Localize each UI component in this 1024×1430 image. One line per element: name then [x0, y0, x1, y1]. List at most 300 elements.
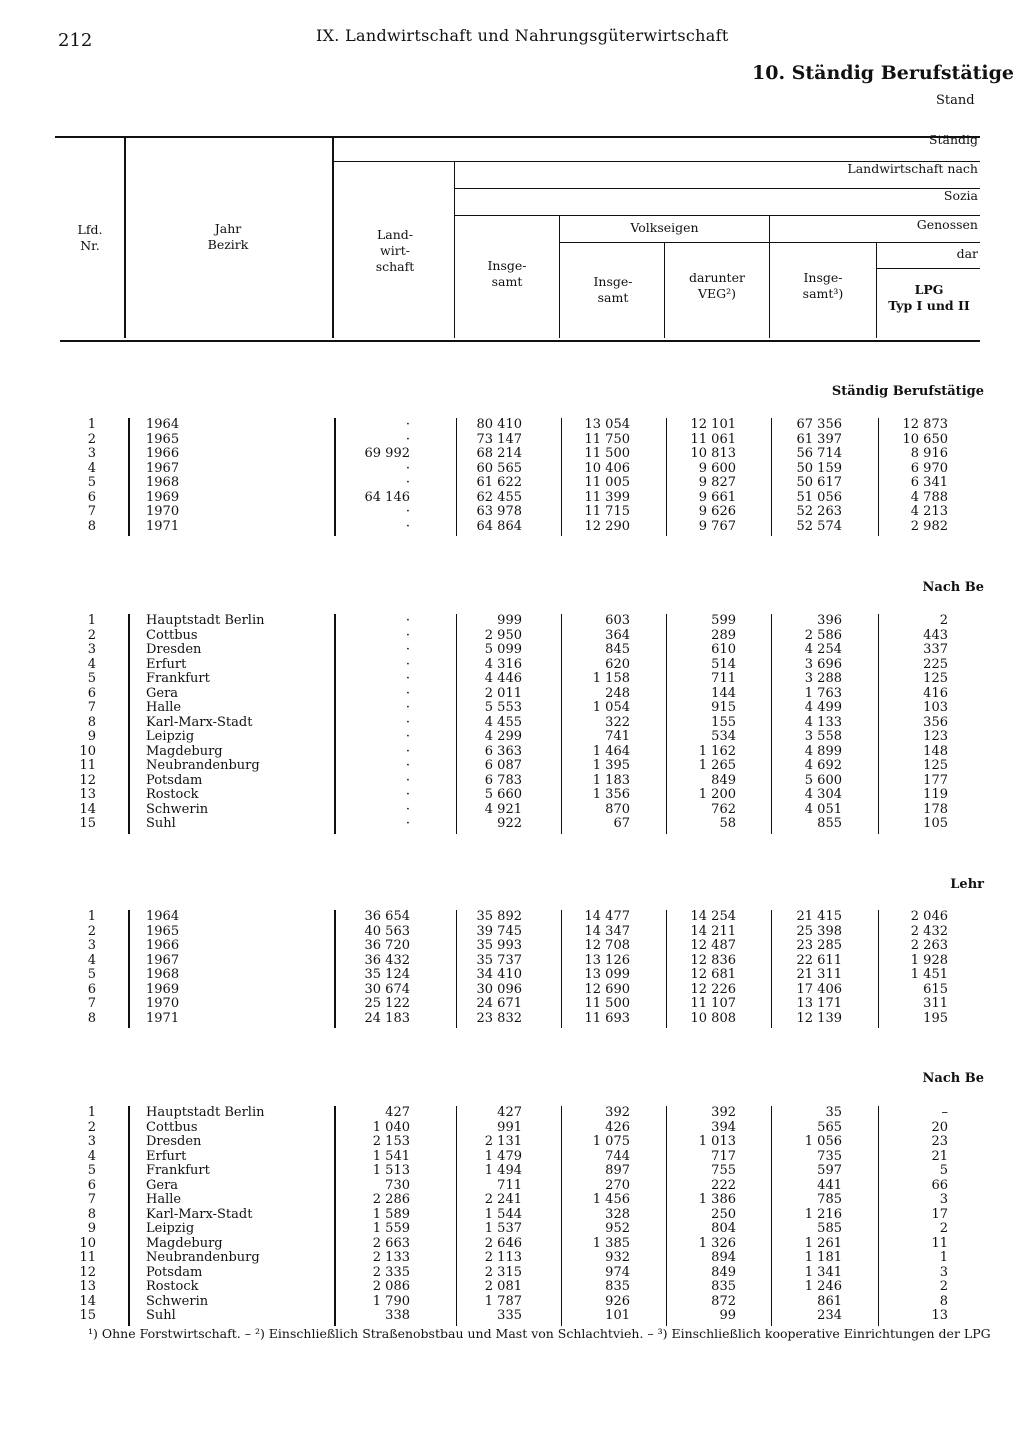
- data-cell: 148: [923, 743, 948, 759]
- header-rule: [877, 268, 980, 269]
- col-header-lfd: Lfd. Nr.: [77, 222, 103, 253]
- data-cell: 14 254: [690, 909, 736, 924]
- data-cell: 926: [605, 1293, 630, 1309]
- data-cell: 9 827: [698, 475, 736, 490]
- row-number: 9: [87, 729, 96, 744]
- row-label-text: Cottbus: [146, 628, 198, 643]
- col-header-landwirtschaft: Land- wirt- schaft: [375, 227, 415, 274]
- col-header-sozia: Sozia: [943, 188, 978, 203]
- table-title: 10. Ständig Berufstätige: [752, 62, 1014, 84]
- data-cell: 932: [605, 1250, 630, 1265]
- data-cell: 1 479: [484, 1148, 522, 1164]
- data-cell: 12 101: [690, 417, 736, 432]
- row-number: 8: [87, 518, 96, 534]
- row-label-text: Neubrandenburg: [146, 759, 260, 773]
- data-cell: 69 992: [364, 446, 410, 461]
- section-title: Nach Be: [922, 1071, 984, 1086]
- data-cell: 155: [711, 714, 736, 730]
- row-number: 5: [87, 1163, 96, 1178]
- data-cell: 125: [923, 758, 948, 773]
- row-label: [146, 1295, 326, 1310]
- data-cell: 36 654: [364, 909, 410, 924]
- row-label-text: Hauptstadt Berlin: [146, 1106, 265, 1120]
- col-header-insgesamt: Insge- samt: [487, 258, 527, 289]
- data-cell: 60 565: [476, 460, 522, 476]
- row-label: [146, 614, 326, 629]
- data-cell: 17 406: [796, 981, 842, 997]
- row-label-text: Erfurt: [146, 1149, 187, 1164]
- data-cell: 52 263: [796, 504, 842, 519]
- row-number: 12: [79, 772, 96, 788]
- row-number: 9: [87, 1221, 96, 1236]
- data-cell: 1 790: [372, 1293, 410, 1309]
- row-label: [146, 1179, 326, 1194]
- data-cell: 105: [923, 816, 948, 831]
- data-cell: 597: [817, 1163, 842, 1178]
- header-top-rule: [55, 136, 980, 138]
- row-label-text: Gera: [146, 1178, 179, 1193]
- data-cell: 21 311: [796, 967, 842, 982]
- row-divider: [128, 614, 130, 834]
- data-cell: 51 056: [796, 489, 842, 505]
- row-label: [146, 447, 326, 462]
- data-cell: 250: [711, 1206, 736, 1222]
- data-cell: 50 617: [796, 475, 842, 490]
- col-divider: [769, 216, 770, 338]
- data-cell: 3 288: [804, 671, 842, 686]
- col-header-nach: Landwirtschaft nach: [847, 161, 978, 176]
- data-cell: 2 086: [372, 1279, 410, 1294]
- row-number: 11: [79, 758, 96, 773]
- data-cell: 4 788: [910, 489, 948, 505]
- row-number: 10: [79, 743, 96, 759]
- col-divider: [664, 243, 665, 338]
- data-cell: 50 159: [796, 460, 842, 476]
- row-label: [146, 433, 326, 448]
- data-cell: 1: [939, 1250, 948, 1265]
- data-cell: 11 107: [690, 996, 736, 1011]
- data-cell: 13 126: [584, 952, 630, 968]
- row-number: 3: [87, 938, 96, 953]
- row-label-text: 1964: [146, 910, 180, 924]
- data-cell: 1 326: [698, 1235, 736, 1251]
- data-cell: 248: [605, 685, 630, 701]
- row-label-text: Rostock: [146, 1280, 199, 1294]
- data-cell: 870: [605, 801, 630, 817]
- row-label-text: Karl-Marx-Stadt: [146, 1207, 253, 1222]
- data-cell: ·: [405, 671, 410, 686]
- data-cell: 6 970: [910, 460, 948, 476]
- data-cell: 785: [817, 1192, 842, 1207]
- data-cell: 99: [719, 1308, 736, 1323]
- row-label: [146, 1237, 326, 1252]
- row-label-text: 1969: [146, 982, 180, 997]
- data-cell: 4 316: [484, 656, 522, 672]
- data-cell: 2 286: [372, 1192, 410, 1207]
- data-cell: 396: [817, 613, 842, 628]
- row-label-text: 1968: [146, 968, 180, 982]
- row-label: [146, 774, 326, 789]
- row-number: 7: [87, 1192, 96, 1207]
- data-cell: 6 087: [484, 758, 522, 773]
- row-label-text: Dresden: [146, 643, 202, 657]
- row-number: 4: [87, 656, 96, 672]
- col-header-jahr: Jahr Bezirk: [207, 221, 249, 252]
- data-cell: ·: [405, 627, 410, 643]
- data-cell: 4 254: [804, 642, 842, 657]
- data-cell: 2 241: [484, 1192, 522, 1207]
- col-divider: [559, 216, 560, 338]
- col-header-darunter-veg: darunter VEG²): [689, 270, 745, 301]
- data-cell: 67 356: [796, 417, 842, 432]
- data-cell: 2: [939, 613, 948, 628]
- data-cell: 1 341: [804, 1264, 842, 1280]
- row-label-text: 1970: [146, 505, 180, 519]
- row-label: [146, 476, 326, 491]
- data-cell: ·: [405, 685, 410, 701]
- row-label: [146, 745, 326, 760]
- data-cell: 849: [711, 1264, 736, 1280]
- data-cell: 2 153: [372, 1134, 410, 1149]
- row-number: 6: [87, 981, 96, 997]
- data-cell: 11: [931, 1235, 948, 1251]
- data-cell: ·: [405, 518, 410, 534]
- data-cell: 9 600: [698, 460, 736, 476]
- data-cell: 1 787: [484, 1293, 522, 1309]
- row-number: 7: [87, 996, 96, 1011]
- data-cell: 4 899: [804, 743, 842, 759]
- data-cell: 119: [923, 787, 948, 802]
- row-label: [146, 1280, 326, 1295]
- row-label: [146, 701, 326, 716]
- row-label: [146, 1150, 326, 1165]
- row-label-text: Frankfurt: [146, 1164, 210, 1178]
- data-cell: 58: [719, 816, 736, 831]
- data-cell: 2 011: [484, 685, 522, 701]
- data-cell: 14 347: [584, 923, 630, 939]
- data-cell: 12 873: [902, 417, 948, 432]
- data-cell: ·: [405, 801, 410, 817]
- data-cell: 426: [605, 1119, 630, 1135]
- row-label: [146, 629, 326, 644]
- data-cell: ·: [405, 816, 410, 831]
- data-cell: 8 916: [910, 446, 948, 461]
- col-divider: [876, 243, 877, 338]
- data-cell: 4 455: [484, 714, 522, 730]
- row-label: [146, 983, 326, 998]
- data-cell: 855: [817, 816, 842, 831]
- data-cell: ·: [405, 431, 410, 447]
- data-cell: 4 692: [804, 758, 842, 773]
- data-cell: 443: [923, 627, 948, 643]
- data-cell: 4 133: [804, 714, 842, 730]
- data-cell: 11 693: [584, 1010, 630, 1026]
- row-label-text: Potsdam: [146, 773, 203, 788]
- data-cell: 861: [817, 1293, 842, 1309]
- row-label-text: Frankfurt: [146, 672, 210, 686]
- data-cell: 2 432: [910, 923, 948, 939]
- data-cell: 101: [605, 1308, 630, 1323]
- data-cell: 1 464: [592, 743, 630, 759]
- row-label-text: Potsdam: [146, 1265, 203, 1280]
- row-label-text: 1965: [146, 924, 180, 939]
- data-cell: 10 813: [690, 446, 736, 461]
- row-divider: [128, 418, 130, 536]
- row-number: 14: [79, 1293, 96, 1309]
- data-cell: 24 183: [364, 1010, 410, 1026]
- data-cell: 12 681: [690, 967, 736, 982]
- data-cell: 922: [497, 816, 522, 831]
- data-cell: ·: [405, 787, 410, 802]
- col-header-lpg: LPG Typ I und II: [888, 282, 970, 313]
- row-number: 7: [87, 504, 96, 519]
- data-cell: ·: [405, 656, 410, 672]
- data-cell: ·: [405, 642, 410, 657]
- data-cell: 1 040: [372, 1119, 410, 1135]
- data-cell: 68 214: [476, 446, 522, 461]
- col-header-v-insgesamt: Insge- samt: [593, 274, 633, 305]
- data-cell: 1 537: [484, 1221, 522, 1236]
- col-divider: [332, 138, 334, 338]
- data-cell: 12 290: [584, 518, 630, 534]
- data-cell: 5 600: [804, 772, 842, 788]
- row-label: [146, 1208, 326, 1223]
- data-cell: 12 836: [690, 952, 736, 968]
- row-number: 11: [79, 1250, 96, 1265]
- data-cell: 620: [605, 656, 630, 672]
- row-label-text: 1967: [146, 461, 180, 476]
- data-cell: 4 213: [910, 504, 948, 519]
- data-cell: 9 767: [698, 518, 736, 534]
- data-cell: 4 499: [804, 700, 842, 715]
- data-cell: 394: [711, 1119, 736, 1135]
- data-cell: 1 075: [592, 1134, 630, 1149]
- data-cell: 5: [939, 1163, 948, 1178]
- data-cell: 25 398: [796, 923, 842, 939]
- data-cell: 730: [385, 1177, 410, 1193]
- row-label-text: Halle: [146, 1193, 182, 1207]
- data-cell: 36 432: [364, 952, 410, 968]
- row-label-text: Leipzig: [146, 730, 195, 744]
- data-cell: 35 124: [364, 967, 410, 982]
- row-label-text: Neubrandenburg: [146, 1251, 260, 1265]
- data-cell: 12 690: [584, 981, 630, 997]
- row-number: 5: [87, 671, 96, 686]
- row-label: [146, 672, 326, 687]
- data-cell: 335: [497, 1308, 522, 1323]
- data-cell: 845: [605, 642, 630, 657]
- data-cell: 61 397: [796, 431, 842, 447]
- data-cell: 10 808: [690, 1010, 736, 1026]
- data-cell: 9 626: [698, 504, 736, 519]
- col-header-g-insgesamt: Insge- samt³): [802, 270, 844, 301]
- data-cell: 2 950: [484, 627, 522, 643]
- data-cell: 64 146: [364, 489, 410, 505]
- row-label: [146, 643, 326, 658]
- data-cell: 177: [923, 772, 948, 788]
- data-cell: 1 162: [698, 743, 736, 759]
- data-cell: 2 263: [910, 938, 948, 953]
- data-cell: 615: [923, 981, 948, 997]
- data-cell: 178: [923, 801, 948, 817]
- data-cell: 1 456: [592, 1192, 630, 1207]
- data-cell: 2 646: [484, 1235, 522, 1251]
- data-cell: 2 982: [910, 518, 948, 534]
- row-label: [146, 716, 326, 731]
- data-cell: 4 446: [484, 671, 522, 686]
- data-cell: 2 663: [372, 1235, 410, 1251]
- data-cell: 56 714: [796, 446, 842, 461]
- data-cell: 6 783: [484, 772, 522, 788]
- row-number: 1: [87, 613, 96, 628]
- row-number: 8: [87, 1206, 96, 1222]
- data-cell: 872: [711, 1293, 736, 1309]
- data-cell: 894: [711, 1250, 736, 1265]
- data-cell: 2 046: [910, 909, 948, 924]
- data-cell: ·: [405, 758, 410, 773]
- data-cell: 999: [497, 613, 522, 628]
- row-label-text: Gera: [146, 686, 179, 701]
- data-cell: 416: [923, 685, 948, 701]
- data-cell: 974: [605, 1264, 630, 1280]
- data-cell: 6 363: [484, 743, 522, 759]
- data-cell: ·: [405, 613, 410, 628]
- leader-dots: [146, 533, 326, 534]
- data-cell: 36 720: [364, 938, 410, 953]
- row-number: 15: [79, 1308, 96, 1323]
- data-cell: 322: [605, 714, 630, 730]
- data-cell: 441: [817, 1177, 842, 1193]
- data-cell: 10 650: [902, 431, 948, 447]
- row-label-text: 1964: [146, 418, 180, 432]
- data-cell: 5 660: [484, 787, 522, 802]
- header-bottom-rule: [60, 340, 980, 342]
- data-cell: 12 226: [690, 981, 736, 997]
- data-cell: 356: [923, 714, 948, 730]
- row-number: 12: [79, 1264, 96, 1280]
- data-cell: 21 415: [796, 909, 842, 924]
- data-cell: 62 455: [476, 489, 522, 505]
- data-cell: 13: [931, 1308, 948, 1323]
- data-cell: 717: [711, 1148, 736, 1164]
- data-cell: 427: [385, 1105, 410, 1120]
- data-cell: 63 978: [476, 504, 522, 519]
- row-number: 3: [87, 642, 96, 657]
- data-cell: 23: [931, 1134, 948, 1149]
- row-number: 2: [87, 1119, 96, 1135]
- data-cell: 61 622: [476, 475, 522, 490]
- data-cell: 1 356: [592, 787, 630, 802]
- header-rule: [455, 215, 980, 216]
- data-cell: 427: [497, 1105, 522, 1120]
- row-number: 5: [87, 967, 96, 982]
- data-cell: 3 696: [804, 656, 842, 672]
- data-cell: 1 158: [592, 671, 630, 686]
- row-label-text: Schwerin: [146, 1294, 209, 1309]
- row-label-text: 1966: [146, 447, 180, 461]
- row-label-text: 1970: [146, 997, 180, 1011]
- data-cell: 13 171: [796, 996, 842, 1011]
- data-cell: 392: [711, 1105, 736, 1120]
- data-cell: 1 261: [804, 1235, 842, 1251]
- data-cell: 1 246: [804, 1279, 842, 1294]
- data-cell: 23 285: [796, 938, 842, 953]
- data-cell: 1 589: [372, 1206, 410, 1222]
- data-cell: 1 559: [372, 1221, 410, 1236]
- row-label: [146, 939, 326, 954]
- header-rule: [560, 242, 980, 243]
- data-cell: 5 099: [484, 642, 522, 657]
- data-cell: 991: [497, 1119, 522, 1135]
- data-cell: 22 611: [796, 952, 842, 968]
- footnote: ¹) Ohne Forstwirtschaft. – ²) Einschließlich Straßenobstbau und Mast von Schlachtvieh. – ³) Einschließlich kooperative Einrichtungen der LPG: [88, 1326, 991, 1341]
- data-cell: 23 832: [476, 1010, 522, 1026]
- row-number: 8: [87, 714, 96, 730]
- data-cell: 1 928: [910, 952, 948, 968]
- data-cell: 603: [605, 613, 630, 628]
- data-cell: 835: [605, 1279, 630, 1294]
- data-cell: 5 553: [484, 700, 522, 715]
- data-cell: 10 406: [584, 460, 630, 476]
- data-cell: 12 139: [796, 1010, 842, 1026]
- data-cell: 711: [711, 671, 736, 686]
- data-cell: ·: [405, 504, 410, 519]
- data-cell: 610: [711, 642, 736, 657]
- row-label: [146, 910, 326, 925]
- row-number: 10: [79, 1235, 96, 1251]
- data-cell: 52 574: [796, 518, 842, 534]
- data-cell: 73 147: [476, 431, 522, 447]
- row-number: 13: [79, 1279, 96, 1294]
- data-cell: 4 299: [484, 729, 522, 744]
- data-cell: 6 341: [910, 475, 948, 490]
- data-cell: 392: [605, 1105, 630, 1120]
- leader-dots: [146, 831, 326, 832]
- data-cell: 17: [931, 1206, 948, 1222]
- data-cell: 1 395: [592, 758, 630, 773]
- row-label: [146, 954, 326, 969]
- data-cell: 1 386: [698, 1192, 736, 1207]
- row-label-text: 1971: [146, 519, 180, 534]
- row-label: [146, 505, 326, 520]
- data-cell: 338: [385, 1308, 410, 1323]
- row-number: 14: [79, 801, 96, 817]
- data-cell: 1 183: [592, 772, 630, 788]
- data-cell: 804: [711, 1221, 736, 1236]
- section-title: Ständig Berufstätige: [831, 384, 984, 399]
- data-cell: 14 477: [584, 909, 630, 924]
- row-label-text: Magdeburg: [146, 1236, 223, 1251]
- data-cell: 125: [923, 671, 948, 686]
- data-cell: 1 265: [698, 758, 736, 773]
- data-cell: ·: [405, 417, 410, 432]
- data-cell: 40 563: [364, 923, 410, 939]
- row-number: 6: [87, 1177, 96, 1193]
- row-number: 13: [79, 787, 96, 802]
- data-cell: 2 586: [804, 627, 842, 643]
- data-cell: 2: [939, 1279, 948, 1294]
- row-label: [146, 1164, 326, 1179]
- row-label: [146, 1012, 326, 1027]
- data-cell: 3 558: [804, 729, 842, 744]
- row-label: [146, 803, 326, 818]
- data-cell: 2 131: [484, 1134, 522, 1149]
- data-cell: ·: [405, 729, 410, 744]
- data-cell: 2: [939, 1221, 948, 1236]
- col-header-dar: dar: [956, 246, 978, 261]
- data-cell: –: [941, 1105, 948, 1120]
- data-cell: 4 304: [804, 787, 842, 802]
